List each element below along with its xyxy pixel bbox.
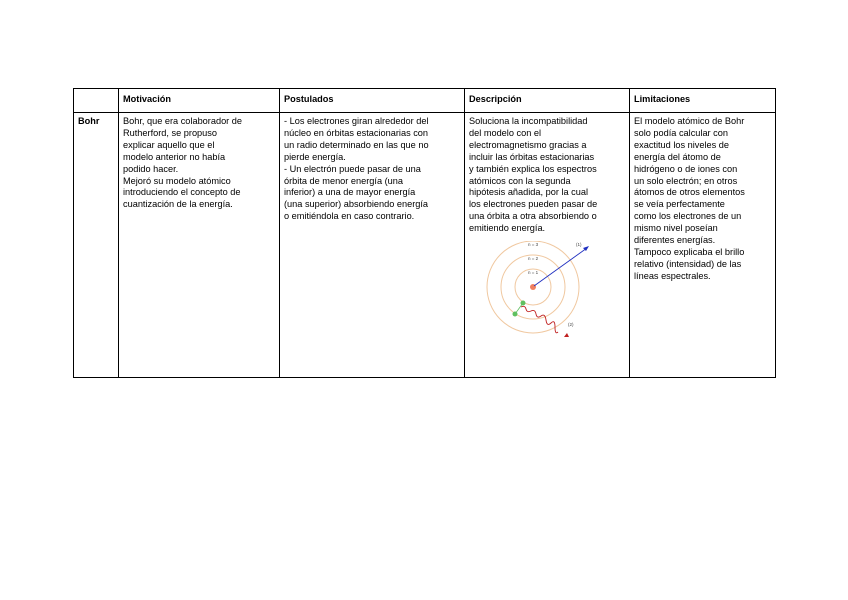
bohr-model-table xyxy=(73,88,776,378)
header-descripcion: Descripción xyxy=(465,89,630,113)
cell-limitaciones xyxy=(630,113,776,378)
bohr-atom-diagram xyxy=(477,241,592,353)
electron-transition-line xyxy=(515,303,523,314)
orbit-label-n3: n = 3 xyxy=(528,242,539,248)
orbit-label-n1: n = 1 xyxy=(528,270,539,276)
cell-postulados xyxy=(280,113,465,378)
absorption-arrow xyxy=(534,248,587,286)
arrow-label-2: (2) xyxy=(568,322,574,328)
header-motivacion: Motivación xyxy=(119,89,280,113)
descripcion-text: Soluciona la incompatibilidad del modelo con el electromagnetismo gracias a incluir las órbitas estacionarias y también explica los espectros atómicos con la segunda hipótesis añadida, por la cual los electrones pueden pasar de una órbita a otra absorbiendo o emitiendo energía. xyxy=(469,116,598,234)
limitaciones-text: El modelo atómico de Bohr solo podía calcular con exactitud los niveles de energía del átomo de hidrógeno o de iones con un solo electrón; en otros átomos de otros elementos se veía perfectamente como los electrones de un mismo nivel poseían diferentes energías. Tampoco explicaba el brillo relativo (intensidad) de las líneas espectrales. xyxy=(634,116,745,281)
motivacion-text: Bohr, que era colaborador de Rutherford, se propuso explicar aquello que el modelo anterior no había podido hacer. Mejoró su modelo atómico introduciendo el concepto de cuantización de la energía. xyxy=(123,116,243,210)
row-label-bohr: Bohr xyxy=(74,113,119,378)
postulados-text: - Los electrones giran alrededor del núcleo en órbitas estacionarias con un radio determinado en las que no pierde energía. - Un electrón puede pasar de una órbita de menor energía (una inferior) a una de mayor energía (una superior) absorbiendo energía o emitiéndola en caso contrario. xyxy=(284,116,429,222)
emission-arrowhead xyxy=(564,333,569,337)
orbit-label-n2: n = 2 xyxy=(528,256,539,262)
header-postulados: Postulados xyxy=(280,89,465,113)
header-limitaciones: Limitaciones xyxy=(630,89,776,113)
arrow-label-1: (1) xyxy=(576,242,582,248)
header-empty-cell xyxy=(74,89,119,113)
cell-descripcion xyxy=(465,113,630,378)
table-row xyxy=(74,113,776,378)
cell-motivacion xyxy=(119,113,280,378)
header-row xyxy=(74,89,776,113)
